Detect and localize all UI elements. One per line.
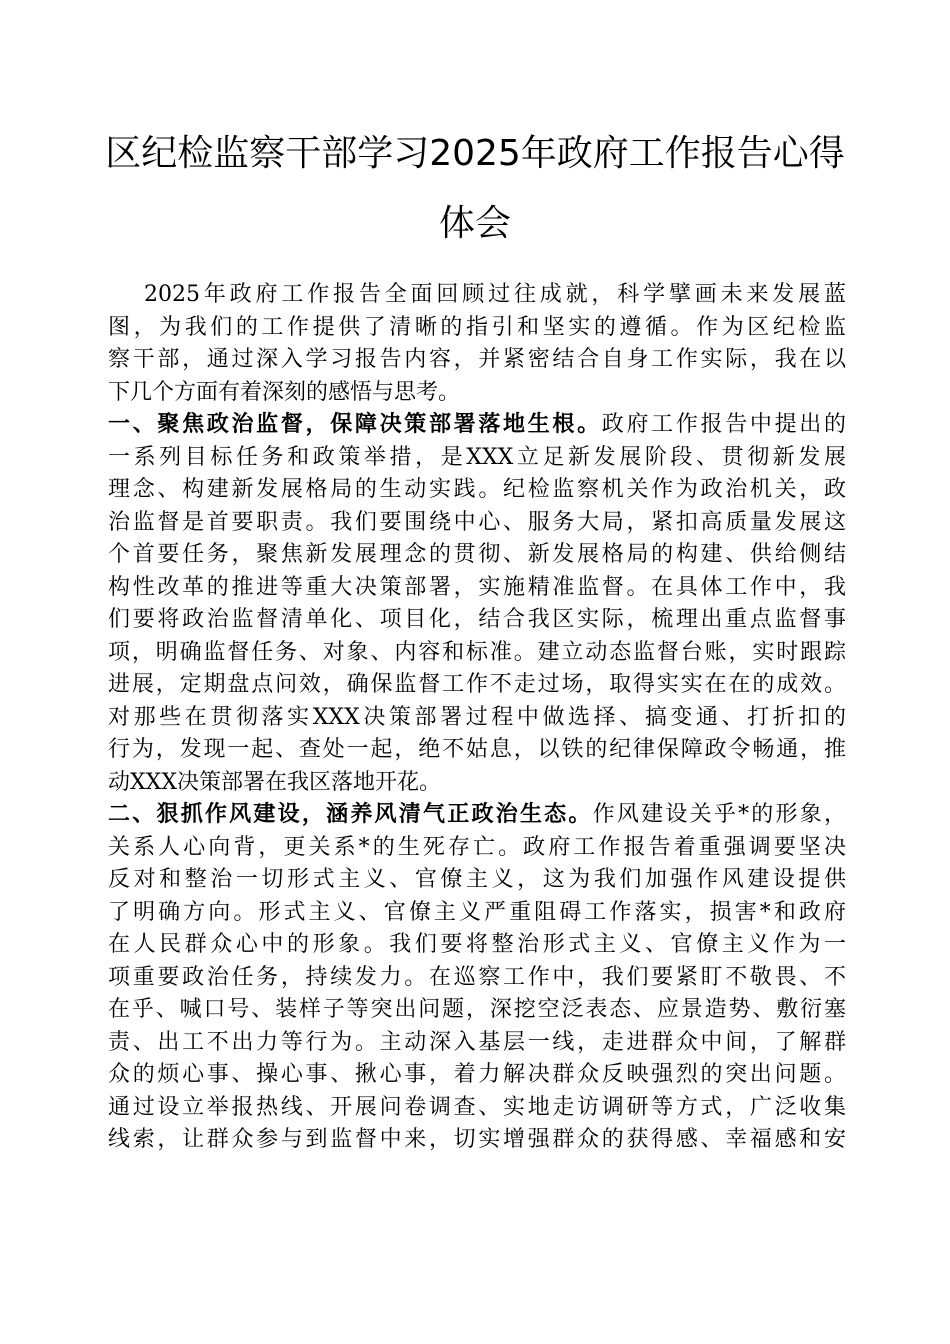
section-2-line: 反对和整治一切形式主义、官僚主义，这为我们加强作风建设提供 — [108, 867, 846, 892]
section-1-line: 构性改革的推进等重大决策部署，实施精准监督。在具体工作中，我 — [108, 574, 846, 600]
section-2-line: 责、出工不出力等行为。主动深入基层一线，走进群众中间，了解群 — [108, 1029, 846, 1055]
section-1-line: 项，明确监督任务、对象、内容和标准。建立动态监督台账，实时跟踪 — [108, 639, 846, 665]
section-2-first-line — [108, 799, 846, 832]
document-title-line-2: 体会 — [438, 203, 511, 244]
section-2-line: 众的烦心事、操心事、揪心事，着力解决群众反映强烈的突出问题。 — [108, 1062, 846, 1087]
section-2-line: 在乎、喊口号、装样子等突出问题，深挖空泛表态、应景造势、敷衍塞 — [108, 997, 846, 1022]
document-title-line-1: 区纪检监察干部学习2025年政府工作报告心得 — [105, 133, 845, 174]
document-body — [108, 279, 846, 1157]
section-1-line: 行为，发现一起、查处一起，绝不姑息，以铁的纪律保障政令畅通，推 — [108, 737, 846, 762]
section-2-line: 了明确方向。形式主义、官僚主义严重阻碍工作落实，损害*和政府 — [108, 899, 846, 925]
section-1-first-line-text: 政府工作报告中提出的 — [601, 412, 846, 437]
intro-line: 察干部，通过深入学习报告内容，并紧密结合自身工作实际，我在以 — [108, 347, 846, 372]
section-2-line: 线索，让群众参与到监督中来，切实增强群众的获得感、幸福感和安 — [108, 1127, 846, 1152]
intro-line: 下几个方面有着深刻的感悟与思考。 — [108, 379, 461, 405]
section-1-line: 对那些在贯彻落实XXX决策部署过程中做选择、搞变通、打折扣的 — [108, 704, 846, 730]
intro-line: 图，为我们的工作提供了清晰的指引和坚实的遵循。作为区纪检监 — [108, 314, 846, 340]
section-1-line: 个首要任务，聚焦新发展理念的贯彻、新发展格局的构建、供给侧结 — [108, 542, 846, 567]
section-1-line: 动XXX决策部署在我区落地开花。 — [108, 769, 441, 795]
section-2-line: 在人民群众心中的形象。我们要将整治形式主义、官僚主义作为一 — [108, 932, 846, 957]
section-1-line: 理念、构建新发展格局的生动实践。纪检监察机关作为政治机关，政 — [108, 477, 846, 502]
section-1-line: 治监督是首要职责。我们要围绕中心、服务大局，紧扣高质量发展这 — [108, 509, 846, 535]
section-1-line: 一系列目标任务和政策举措，是XXX立足新发展阶段、贯彻新发展 — [108, 444, 846, 470]
section-2-line: 通过设立举报热线、开展问卷调查、实地走访调研等方式，广泛收集 — [108, 1094, 846, 1120]
section-1-heading: 一、聚焦政治监督，保障决策部署落地生根。 — [108, 412, 602, 437]
section-1-first-line — [108, 409, 846, 442]
section-2-line: 项重要政治任务，持续发力。在巡察工作中，我们要紧盯不敬畏、不 — [108, 964, 846, 990]
section-2-line: 关系人心向背，更关系*的生死存亡。政府工作报告着重强调要坚决 — [108, 834, 846, 860]
section-2-heading: 二、狠抓作风建设，涵养风清气正政治生态。 — [108, 802, 593, 827]
intro-line: 2025年政府工作报告全面回顾过往成就，科学擘画未来发展蓝 — [144, 282, 846, 307]
section-2-first-line-text: 作风建设关乎*的形象， — [592, 802, 846, 827]
section-1-line: 们要将政治监督清单化、项目化，结合我区实际，梳理出重点监督事 — [108, 607, 846, 632]
section-1-line: 进展，定期盘点问效，确保监督工作不走过场，取得实实在在的成效。 — [108, 672, 846, 697]
